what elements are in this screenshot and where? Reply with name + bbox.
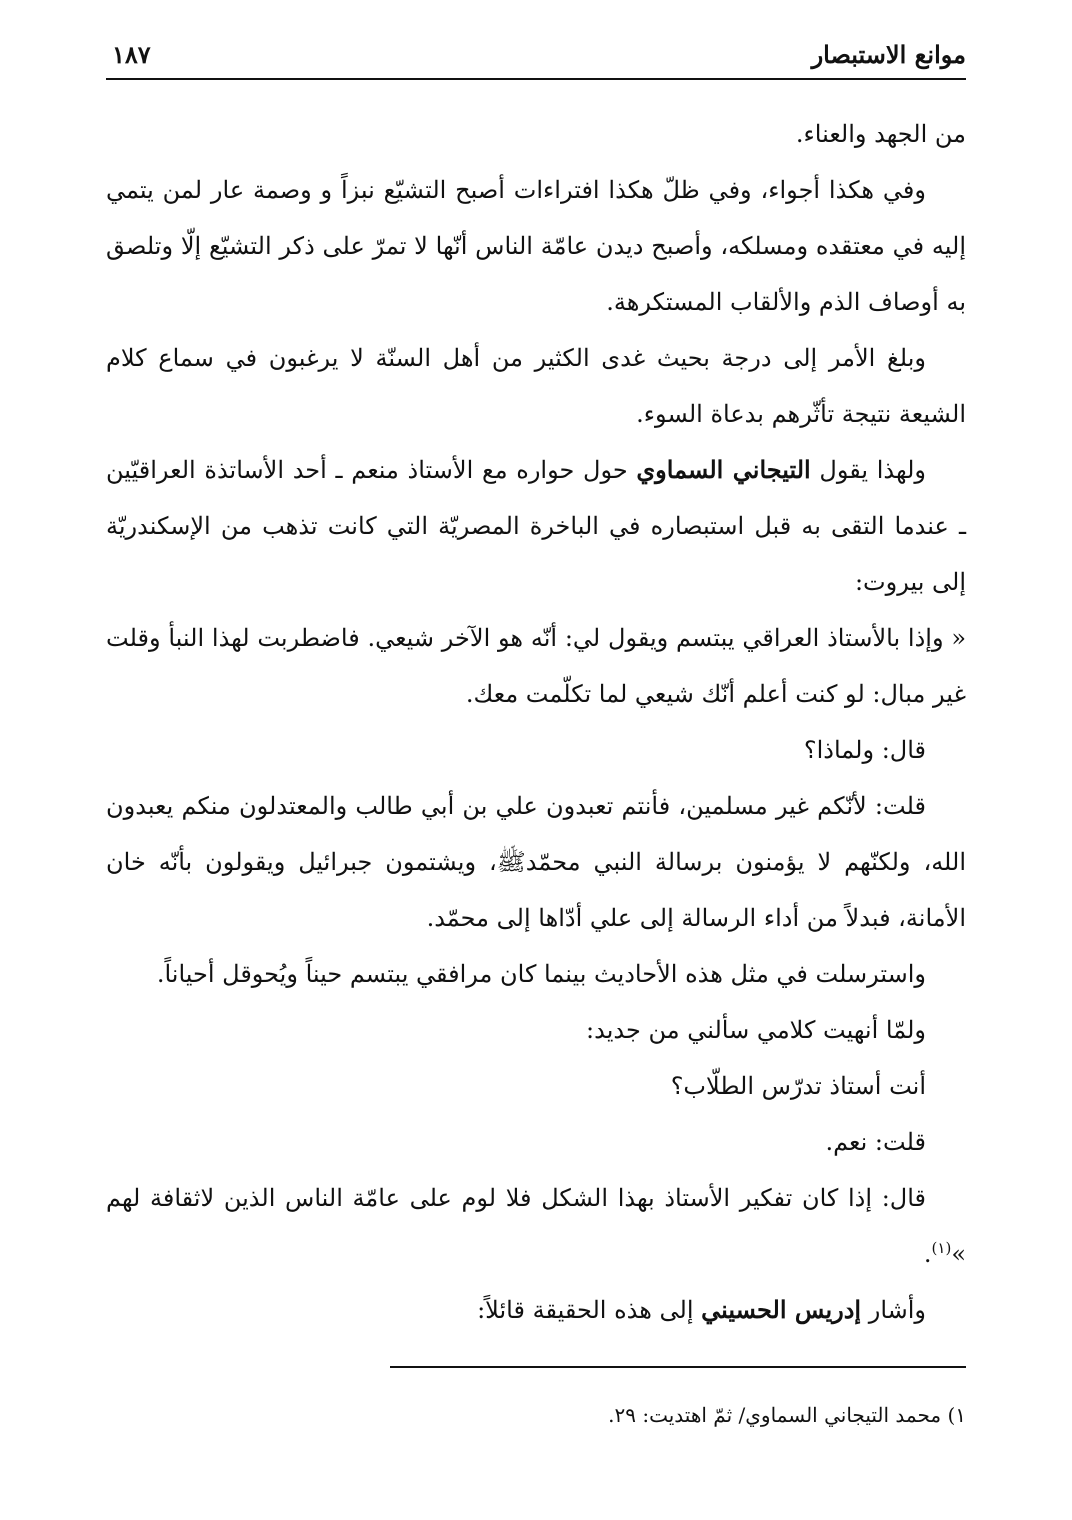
paragraph-text: حول حواره مع الأستاذ منعم ـ أحد الأساتذة العراقيّين ـ عندما التقى به قبل استبصاره في الباخرة المصريّة التي كانت تذهب من الإسكندريّة إلى بيروت: (106, 456, 966, 596)
paragraph: من الجهد والعناء. (795, 120, 966, 148)
running-title: موانع الاستبصار (811, 40, 966, 69)
page-number: ١٨٧ (112, 40, 151, 69)
paragraph-text: ولهذا يقول (810, 456, 926, 484)
paragraph-text: إلى هذه الحقيقة قائلاً: (477, 1296, 702, 1324)
paragraph: قلت: نعم. (825, 1128, 926, 1156)
paragraph-text: وأشار (861, 1296, 926, 1324)
footnote-divider (390, 1366, 966, 1368)
paragraph (106, 1282, 966, 1338)
paragraph: واسترسلت في مثل هذه الأحاديث بينما كان مرافقي يبتسم حيناً ويُحوقل أحياناً. (156, 960, 926, 988)
body-text (106, 106, 966, 1338)
header-divider (106, 78, 966, 80)
paragraph: قلت: لأنّكم غير مسلمين، فأنتم تعبدون علي بن أبي طالب والمعتدلون منكم يعبدون الله، ولكنّهم لا يؤمنون برسالة النبي محمّدﷺ، ويشتمون جبرائيل ويقولون بأنّه خان الأمانة، فبدلاً من أداء الرسالة إلى علي أدّاها إلى محمّد. (106, 792, 966, 932)
quote-paragraph: « وإذا بالأستاذ العراقي يبتسم ويقول لي: أنّه هو الآخر شيعي. فاضطربت لهذا النبأ وقلت غير مبال: لو كنت أعلم أنّك شيعي لما تكلّمت معك. (106, 624, 966, 708)
footnote-reference[interactable]: (١) (931, 1239, 952, 1257)
paragraph: أنت أستاذ تدرّس الطلّاب؟ (670, 1072, 926, 1100)
author-name: التيجاني السماوي (636, 455, 811, 484)
running-header (106, 36, 966, 76)
paragraph-text: قال: إذا كان تفكير الأستاذ بهذا الشكل فلا لوم على عامّة الناس الذين لاثقافة لهم » (106, 1184, 966, 1268)
footnote: ١) محمد التيجاني السماوي/ ثمّ اهتديت: ٢٩. (608, 1403, 966, 1427)
paragraph: ولمّا أنهيت كلامي سألني من جديد: (586, 1016, 926, 1044)
paragraph (106, 442, 966, 610)
sentence-end: . (923, 1240, 932, 1268)
paragraph (106, 1170, 966, 1282)
author-name: إدريس الحسيني (701, 1295, 862, 1324)
paragraph: وفي هكذا أجواء، وفي ظلّ هكذا افتراءات أصبح التشيّع نبزاً و وصمة عار لمن يتمي إليه في معتقده ومسلكه، وأصبح ديدن عامّة الناس أنّها لا تمرّ على ذكر التشيّع إلّا وتلصق به أوصاف الذم والألقاب المستكرهة. (106, 176, 966, 316)
paragraph: وبلغ الأمر إلى درجة بحيث غدى الكثير من أهل السنّة لا يرغبون في سماع كلام الشيعة نتيجة تأثّرهم بدعاة السوء. (106, 344, 966, 428)
paragraph: قال: ولماذا؟ (803, 736, 926, 764)
